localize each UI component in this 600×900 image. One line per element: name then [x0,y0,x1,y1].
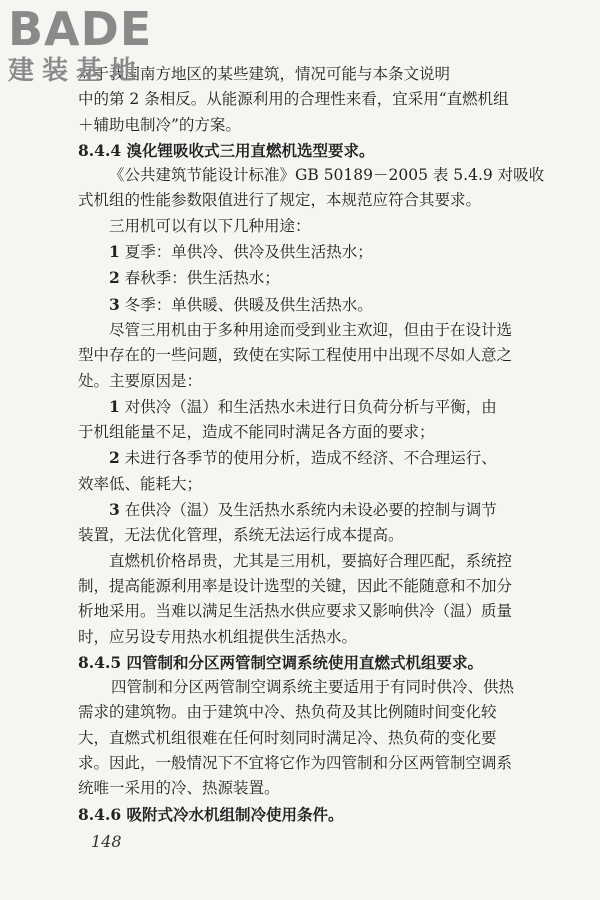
text-line [78,599,533,624]
text-line [78,188,533,213]
line-text: 时，应另设专用热水机组提供生活热水。 [78,627,358,646]
section-heading [78,138,533,163]
text-line [78,549,533,574]
page-body [78,62,545,827]
line-text: 春秋季：供生活热水； [119,269,280,288]
logo-wordmark: BADE [8,2,153,56]
text-line [78,700,533,725]
text-line [78,751,533,776]
line-text: 四管制和分区两管制空调系统主要适用于有同时供冷、供热 [111,678,515,697]
text-line [78,497,533,523]
section-number: 8.4.5 [78,652,122,672]
item-number: 2 [109,448,120,468]
line-text: 对供冷（温）和生活热水未进行日负荷分析与平衡，由 [119,397,497,416]
line-text: 三用机可以有以下几种用途： [109,216,311,235]
line-text: 夏季：单供冷、供冷及供生活热水； [119,243,373,262]
text-line [78,214,533,239]
item-number: 1 [109,396,120,416]
line-text: 处。主要原因是： [78,371,203,390]
line-text: 装置，无法优化管理，系统无法运行成本提高。 [78,526,404,545]
line-text: 溴化锂吸收式三用直燃机选型要求。 [121,140,375,160]
line-text: 统唯一采用的冷、热源装置。 [78,779,280,798]
section-number: 8.4.6 [78,804,122,824]
text-line [78,343,533,368]
text-line [78,369,533,394]
text-line [78,87,533,112]
text-line [78,420,533,445]
text-line [78,472,533,497]
text-line [78,318,533,343]
section-heading [78,650,533,675]
line-text: 四管制和分区两管制空调系统使用直燃式机组要求。 [121,652,484,672]
line-text: 吸附式冷水机组制冷使用条件。 [121,804,344,824]
line-text: 需求的建筑物。由于建筑中冷、热负荷及其比例随时间变化较 [78,703,497,722]
line-text: 式机组的性能参数限值进行了规定，本规范应符合其要求。 [78,191,482,210]
section-heading [78,802,533,827]
line-text: 求。因此，一般情况下不宜将它作为四管制和分区两管制空调系 [78,754,513,773]
page-number: 148 [91,832,122,851]
text-line [78,394,533,420]
line-text: 尽管三用机由于多种用途而受到业主欢迎，但由于在设计选 [109,320,513,339]
line-text: ＋辅助电制冷”的方案。 [78,115,241,134]
text-line [78,265,533,291]
item-number: 1 [109,242,120,262]
line-text: 冬季：单供暖、供暖及供生活热水。 [119,295,373,314]
text-line [78,445,533,471]
section-number: 8.4.4 [78,140,122,160]
item-number: 3 [109,500,120,520]
text-line [78,113,533,138]
text-line [78,239,533,265]
text-line [78,726,533,751]
text-line [78,292,533,318]
item-number: 2 [109,268,120,288]
line-text: 在供冷（温）及生活热水系统内未设必要的控制与调节 [119,501,497,520]
text-line [78,675,533,700]
text-line [78,625,533,650]
text-line [78,776,533,801]
line-text: 于机组能量不足，造成不能同时满足各方面的要求； [78,423,435,442]
bade-logo [8,4,178,90]
logo-subtitle: 建装基地 [8,56,145,86]
item-number: 3 [109,294,120,314]
line-text: 制，提高能源利用率是设计选型的关键，因此不能随意和不加分 [78,576,513,595]
line-text: 未进行各季节的使用分析，造成不经济、不合理运行、 [119,449,497,468]
line-text: 析地采用。当难以满足生活热水供应要求又影响供冷（温）质量 [78,602,513,621]
line-text: 型中存在的一些问题，致使在实际工程使用中出现不尽如人意之 [78,346,513,365]
text-line [78,523,533,548]
line-text: 中的第 2 条相反。从能源利用的合理性来看，宜采用“直燃机组 [78,90,509,109]
text-line [78,574,533,599]
line-text: 效率低、能耗大； [78,474,203,493]
text-line [78,163,545,188]
line-text: 对于我国南方地区的某些建筑，情况可能与本条文说明 [78,65,451,83]
line-text: 直燃机价格昂贵，尤其是三用机，要搞好合理匹配，系统控 [109,551,513,570]
line-text: 大，直燃式机组很难在任何时刻同时满足冷、热负荷的变化要 [78,728,497,747]
line-text: 《公共建筑节能设计标准》GB 50189－2005 表 5.4.9 对吸收 [109,166,545,185]
